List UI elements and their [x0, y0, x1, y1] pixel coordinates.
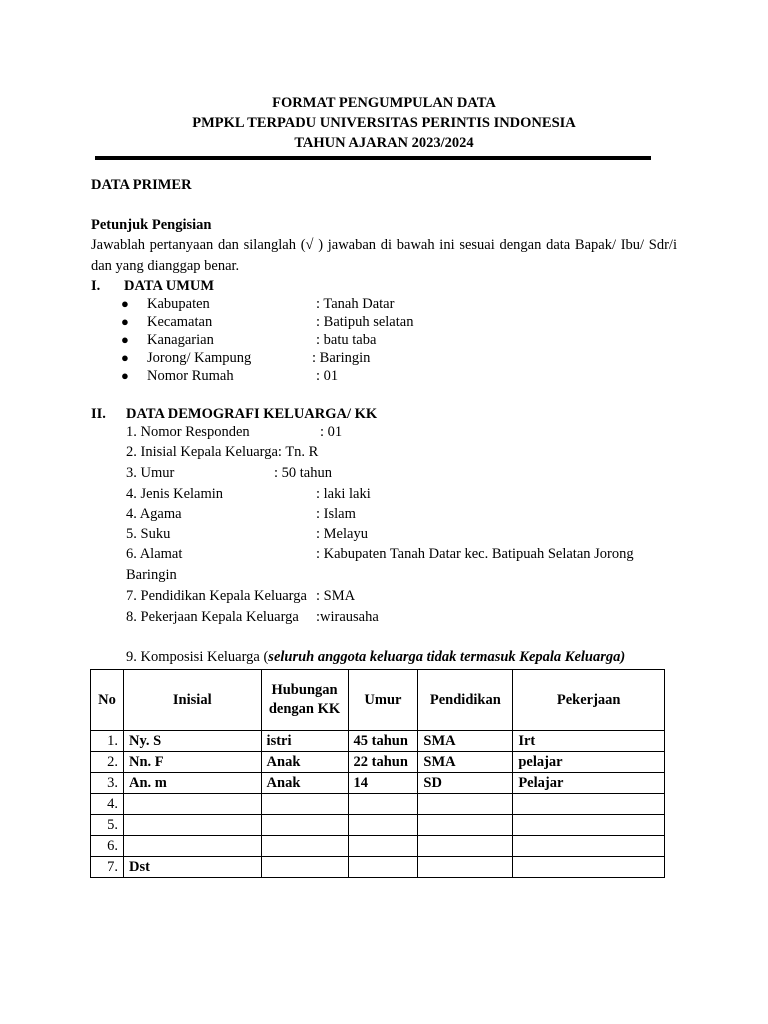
cell-umur: 45 tahun: [348, 731, 418, 752]
komposisi-table: [90, 669, 665, 878]
cell-no: 6.: [91, 836, 124, 857]
header-rule: [95, 156, 651, 160]
bullet-icon: ●: [121, 332, 129, 347]
komposisi-prefix: 9. Komposisi Keluarga (: [126, 649, 269, 665]
demografi-value: : SMA: [316, 588, 356, 604]
cell-umur: 22 tahun: [348, 752, 418, 773]
cell-pendidikan: SMA: [418, 752, 513, 773]
table-header-row: [91, 670, 665, 731]
data-umum-label: Nomor Rumah: [147, 368, 234, 384]
cell-hubungan: [261, 794, 348, 815]
demografi-value: : Islam: [316, 506, 356, 522]
demografi-value: :wirausaha: [316, 609, 379, 625]
bullet-icon: ●: [121, 296, 129, 311]
demografi-label: 2. Inisial Kepala Keluarga: Tn. R: [126, 444, 319, 460]
data-umum-label: Kecamatan: [147, 314, 213, 330]
cell-pekerjaan: [513, 836, 665, 857]
data-umum-value: : Batipuh selatan: [316, 314, 414, 330]
demografi-label: 4. Jenis Kelamin: [126, 486, 224, 502]
data-umum-value: : Baringin: [312, 350, 371, 366]
demografi-label: 8. Pekerjaan Kepala Keluarga: [126, 609, 299, 625]
header-hubungan: Hubungan dengan KK: [261, 670, 348, 731]
demografi-label: 7. Pendidikan Kepala Keluarga: [126, 588, 307, 604]
cell-pekerjaan: [513, 857, 665, 878]
cell-pendidikan: [418, 857, 513, 878]
cell-no: 3.: [91, 773, 124, 794]
cell-pendidikan: [418, 836, 513, 857]
cell-hubungan: [261, 815, 348, 836]
header-line-2: PMPKL TERPADU UNIVERSITAS PERINTIS INDONESIA: [192, 115, 576, 131]
demografi-label: Baringin: [126, 567, 177, 583]
demografi-value: : Melayu: [316, 526, 368, 542]
header-umur: Umur: [348, 670, 418, 731]
komposisi-heading: [126, 648, 625, 666]
header-no: No: [91, 670, 124, 731]
header-pekerjaan: Pekerjaan: [513, 670, 665, 731]
cell-no: 5.: [91, 815, 124, 836]
cell-umur: [348, 836, 418, 857]
demografi-label: 4. Agama: [126, 506, 182, 522]
demografi-value: : 01: [320, 424, 343, 440]
data-umum-value: : batu taba: [316, 332, 377, 348]
demografi-label: 3. Umur: [126, 465, 175, 481]
cell-umur: [348, 794, 418, 815]
petunjuk-title: Petunjuk Pengisian: [91, 217, 212, 233]
bullet-icon: ●: [121, 350, 129, 365]
cell-no: 4.: [91, 794, 124, 815]
demografi-label: 1. Nomor Responden: [126, 424, 250, 440]
cell-inisial: [123, 815, 261, 836]
table-row: [91, 752, 665, 773]
komposisi-emphasis: seluruh anggota keluarga tidak termasuk Kepala Keluarga): [268, 649, 626, 665]
cell-pekerjaan: [513, 815, 665, 836]
cell-umur: [348, 815, 418, 836]
demografi-label: 5. Suku: [126, 526, 171, 542]
cell-pendidikan: [418, 794, 513, 815]
cell-hubungan: [261, 857, 348, 878]
data-umum-label: Jorong/ Kampung: [147, 350, 252, 366]
cell-umur: [348, 857, 418, 878]
cell-pendidikan: [418, 815, 513, 836]
header-inisial: Inisial: [123, 670, 261, 731]
cell-pekerjaan: [513, 794, 665, 815]
bullet-icon: ●: [121, 368, 129, 383]
cell-inisial: Nn. F: [123, 752, 261, 773]
cell-pendidikan: SMA: [418, 731, 513, 752]
table-row: [91, 836, 665, 857]
cell-hubungan: [261, 836, 348, 857]
cell-pekerjaan: Pelajar: [513, 773, 665, 794]
data-umum-label: Kabupaten: [147, 296, 210, 312]
table-row: [91, 815, 665, 836]
bullet-icon: ●: [121, 314, 129, 329]
cell-no: 7.: [91, 857, 124, 878]
section1-number: I.: [91, 278, 101, 294]
table-row: [91, 857, 665, 878]
cell-hubungan: istri: [261, 731, 348, 752]
data-umum-label: Kanagarian: [147, 332, 214, 348]
cell-pekerjaan: Irt: [513, 731, 665, 752]
cell-inisial: An. m: [123, 773, 261, 794]
demografi-value: : 50 tahun: [274, 465, 332, 481]
header-pendidikan: Pendidikan: [418, 670, 513, 731]
data-umum-value: : 01: [316, 368, 339, 384]
demografi-label: 6. Alamat: [126, 546, 183, 562]
cell-pendidikan: SD: [418, 773, 513, 794]
data-primer-heading: DATA PRIMER: [91, 177, 192, 193]
cell-inisial: Ny. S: [123, 731, 261, 752]
cell-inisial: [123, 794, 261, 815]
cell-inisial: Dst: [123, 857, 261, 878]
cell-hubungan: Anak: [261, 752, 348, 773]
section2-number: II.: [91, 406, 106, 422]
cell-umur: 14: [348, 773, 418, 794]
section2-title: DATA DEMOGRAFI KELUARGA/ KK: [126, 406, 378, 422]
cell-no: 1.: [91, 731, 124, 752]
demografi-value: : Kabupaten Tanah Datar kec. Batipuah Selatan Jorong: [316, 546, 634, 562]
section1-title: DATA UMUM: [124, 278, 215, 294]
header-line-3: TAHUN AJARAN 2023/2024: [294, 135, 474, 151]
cell-hubungan: Anak: [261, 773, 348, 794]
header-line-1: FORMAT PENGUMPULAN DATA: [272, 95, 496, 111]
table-row: [91, 773, 665, 794]
cell-no: 2.: [91, 752, 124, 773]
table-row: [91, 794, 665, 815]
table-row: [91, 731, 665, 752]
petunjuk-text: Jawablah pertanyaan dan silanglah (√ ) jawaban di bawah ini sesuai dengan data Bapak/ Ibu/ Sdr/i dan yang dianggap benar.: [91, 237, 677, 274]
cell-inisial: [123, 836, 261, 857]
data-umum-value: : Tanah Datar: [316, 296, 395, 312]
cell-pekerjaan: pelajar: [513, 752, 665, 773]
demografi-value: : laki laki: [316, 486, 371, 502]
